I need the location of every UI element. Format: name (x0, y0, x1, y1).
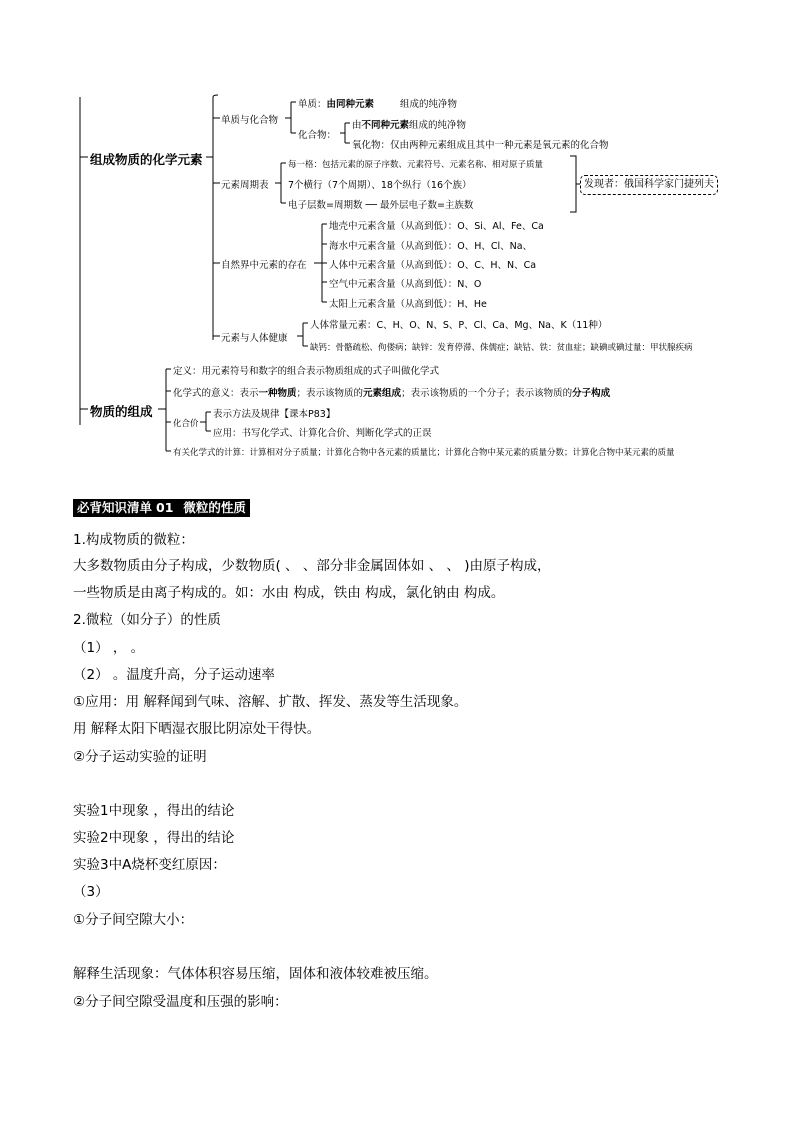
heading-properties: 2.微粒（如分子）的性质 (73, 612, 221, 628)
nature-item: 空气中元素含量（从高到低）：N、O (329, 279, 482, 290)
checklist-banner: 必背知识清单 01 微粒的性质 (73, 499, 250, 517)
node-periodic-cell: 每一格：包括元素的原子序数、元素符号、元素名称、相对原子质量 (288, 160, 544, 170)
node-periodic-rows: 7个横行（7个周期）、18个纵行（16个族） (288, 180, 472, 191)
node-periodic-layers: 电子层数=周期数 ── 最外层电子数=主族数 (288, 200, 474, 211)
node-nature: 自然界中元素的存在 (221, 260, 307, 271)
experiment-3: 实验3中A烧杯变红原因： (73, 857, 226, 873)
nature-item: 人体中元素含量（从高到低）：O、C、H、N、Ca (329, 260, 537, 271)
experiment-1: 实验1中现象 ，得出的结论 (73, 803, 235, 819)
nature-item: 海水中元素含量（从高到低）：O、H、Cl、Na、 (329, 241, 533, 252)
node-single-compound: 单质与化合物 (221, 115, 279, 126)
node-health-lack: 缺钙：骨骼疏松、佝偻病；缺锌：发育停滞、侏儒症；缺钴、铁：贫血症；缺碘或碘过量：甲状腺疾病 (310, 343, 693, 353)
question-1: （1） ， 。 (73, 640, 145, 656)
discoverer-box: 发现者：俄国科学家门捷列夫 (580, 175, 718, 195)
node-formula-calc: 有关化学式的计算：计算相对分子质量；计算化合物中各元素的质量比；计算化合物中某元素的质量分数；计算化合物中某元素的质量 (173, 448, 675, 458)
node-compound-def: 由不同种元素组成的纯净物 (352, 120, 467, 131)
application-1: ①应用：用 解释闻到气味、溶解、扩散、挥发、蒸发等生活现象。 (73, 694, 468, 710)
root-node-elements: 组成物质的化学元素 (90, 152, 203, 167)
mindmap-connectors (0, 0, 794, 470)
paragraph-particles-1: 大多数物质由分子构成，少数物质( 、 、部分非金属固体如 、 、 )由原子构成， (73, 558, 551, 574)
experiment-2: 实验2中现象 ，得出的结论 (73, 830, 235, 846)
heading-particles: 1.构成物质的微粒： (73, 532, 194, 548)
question-2: （2） 。温度升高，分子运动速率 (73, 667, 275, 683)
experiment-proof: ②分子运动实验的证明 (73, 749, 207, 765)
node-health-common: 人体常量元素：C、H、O、N、S、P、Cl、Ca、Mg、Na、K（11种） (310, 320, 608, 331)
node-single: 单质：由同种元素 组成的纯净物 (298, 99, 458, 110)
node-compound: 化合物： (298, 130, 337, 141)
node-periodic-table: 元素周期表 (221, 180, 269, 191)
node-health: 元素与人体健康 (221, 333, 288, 344)
root-node-composition: 物质的组成 (90, 404, 153, 419)
paragraph-particles-2: 一些物质是由离子构成的。如：水由 构成，铁由 构成，氯化钠由 构成。 (73, 585, 505, 601)
application-2: 用 解释太阳下晒湿衣服比阴凉处干得快。 (73, 721, 321, 737)
node-oxide: 氧化物：仅由两种元素组成且其中一种元素是氧元素的化合物 (352, 140, 609, 151)
node-formula-definition: 定义：用元素符号和数字的组合表示物质组成的式子叫做化学式 (173, 366, 440, 377)
nature-item: 太阳上元素含量（从高到低）：H、He (329, 299, 487, 310)
node-valence-use: 应用：书写化学式、计算化合价、判断化学式的正误 (213, 428, 432, 439)
nature-item: 地壳中元素含量（从高到低）：O、Si、Al、Fe、Ca (329, 221, 544, 232)
node-formula-meaning: 化学式的意义：表示一种物质；表示该物质的元素组成；表示该物质的一个分子；表示该物质的分子构成 (173, 388, 611, 399)
node-valence-method: 表示方法及规律【课本P83】 (213, 409, 336, 420)
gap-influence: ②分子间空隙受温度和压强的影响： (73, 994, 288, 1010)
question-3: （3） (73, 884, 109, 900)
node-valence: 化合价 (173, 419, 199, 429)
life-explanation: 解释生活现象：气体体积容易压缩，固体和液体较难被压缩。 (73, 966, 438, 982)
gap-size: ①分子间空隙大小： (73, 912, 194, 928)
